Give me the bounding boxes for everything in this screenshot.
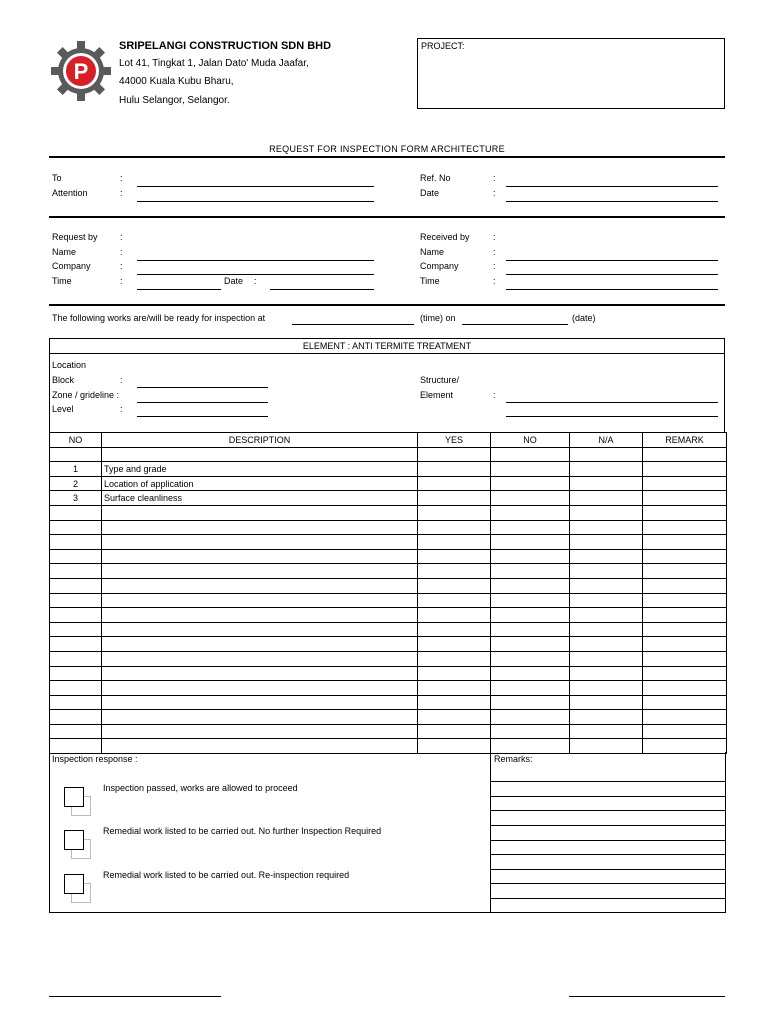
- signature-line-left[interactable]: [49, 996, 221, 997]
- cell-na[interactable]: [570, 724, 643, 739]
- date-field[interactable]: [506, 201, 718, 202]
- time-on-label: (time) on: [420, 313, 456, 323]
- colon: :: [493, 188, 496, 198]
- request-time-field[interactable]: [137, 289, 221, 290]
- received-company-field[interactable]: [506, 274, 718, 275]
- cell-yes[interactable]: [418, 564, 491, 579]
- ref-no-field[interactable]: [506, 186, 718, 187]
- cell-remark[interactable]: [643, 447, 727, 462]
- cell-no-answer[interactable]: [491, 608, 570, 623]
- cell-no-answer[interactable]: [491, 695, 570, 710]
- cell-na[interactable]: [570, 637, 643, 652]
- cell-description: [102, 622, 418, 637]
- received-by-label: Received by: [420, 232, 470, 242]
- name-label: Name: [52, 247, 77, 257]
- cell-description: [102, 637, 418, 652]
- header-no-answer: NO: [491, 433, 570, 448]
- cell-description: [102, 535, 418, 550]
- cell-na[interactable]: [570, 505, 643, 520]
- cell-remark[interactable]: [643, 724, 727, 739]
- option-inspection-passed: Inspection passed, works are allowed to proceed: [103, 783, 298, 793]
- cell-description: Location of application: [102, 476, 418, 491]
- cell-description: [102, 695, 418, 710]
- option-remedial-reinspection: Remedial work listed to be carried out. Re-inspection required: [103, 870, 350, 880]
- project-label: PROJECT:: [421, 41, 465, 51]
- request-date-label: Date: [224, 276, 244, 286]
- cell-no-answer[interactable]: [491, 476, 570, 491]
- cell-remark[interactable]: [643, 681, 727, 696]
- remarks-line[interactable]: [490, 869, 726, 870]
- zone-field[interactable]: [137, 402, 268, 403]
- cell-no-answer[interactable]: [491, 593, 570, 608]
- cell-no-answer[interactable]: [491, 462, 570, 477]
- cell-description: [102, 710, 418, 725]
- cell-na[interactable]: [570, 476, 643, 491]
- remarks-line[interactable]: [490, 898, 726, 899]
- cell-no: [50, 520, 102, 535]
- cell-yes[interactable]: [418, 491, 491, 506]
- divider: [49, 353, 725, 354]
- to-label: To: [52, 173, 62, 183]
- cell-description: [102, 681, 418, 696]
- header-yes: YES: [418, 433, 491, 448]
- block-label: Block: [52, 375, 75, 385]
- colon: :: [120, 276, 123, 286]
- received-company-label: Company: [420, 261, 459, 271]
- header-no: NO: [50, 433, 102, 448]
- received-name-field[interactable]: [506, 260, 718, 261]
- gear-logo-icon: [50, 40, 112, 102]
- cell-description: [102, 549, 418, 564]
- cell-remark[interactable]: [643, 578, 727, 593]
- ready-text: The following works are/will be ready for inspection at: [52, 313, 266, 323]
- cell-yes[interactable]: [418, 505, 491, 520]
- header-remark: REMARK: [643, 433, 727, 448]
- cell-na[interactable]: [570, 564, 643, 579]
- table-row: [50, 622, 727, 637]
- form-title: REQUEST FOR INSPECTION FORM ARCHITECTURE: [269, 144, 505, 154]
- cell-yes[interactable]: [418, 651, 491, 666]
- remarks-line[interactable]: [490, 854, 726, 855]
- cell-no-answer[interactable]: [491, 724, 570, 739]
- colon: :: [493, 173, 496, 183]
- cell-no: [50, 447, 102, 462]
- table-row: [50, 491, 727, 506]
- cell-na[interactable]: [570, 578, 643, 593]
- project-box[interactable]: [417, 38, 725, 109]
- cell-remark[interactable]: [643, 520, 727, 535]
- cell-no: [50, 549, 102, 564]
- cell-remark[interactable]: [643, 564, 727, 579]
- company-address-line1: Lot 41, Tingkat 1, Jalan Dato' Muda Jaafar,: [119, 58, 309, 69]
- cell-no-answer[interactable]: [491, 549, 570, 564]
- location-label: Location: [52, 360, 87, 370]
- cell-no-answer[interactable]: [491, 564, 570, 579]
- cell-na[interactable]: [570, 695, 643, 710]
- cell-remark[interactable]: [643, 608, 727, 623]
- table-row: [50, 476, 727, 491]
- cell-remark[interactable]: [643, 666, 727, 681]
- cell-remark[interactable]: [643, 710, 727, 725]
- cell-yes[interactable]: [418, 695, 491, 710]
- cell-remark[interactable]: [643, 637, 727, 652]
- cell-na[interactable]: [570, 535, 643, 550]
- cell-no: 1: [50, 462, 102, 477]
- colon: :: [120, 173, 123, 183]
- cell-no-answer[interactable]: [491, 535, 570, 550]
- header-na: N/A: [570, 433, 643, 448]
- cell-na[interactable]: [570, 622, 643, 637]
- structure-field[interactable]: [506, 402, 718, 403]
- cell-description: [102, 593, 418, 608]
- ready-date-field[interactable]: [462, 324, 568, 325]
- table-row: [50, 651, 727, 666]
- cell-na[interactable]: [570, 608, 643, 623]
- inspection-response-title: Inspection response :: [52, 754, 138, 764]
- cell-na[interactable]: [570, 666, 643, 681]
- cell-remark[interactable]: [643, 505, 727, 520]
- company-name: SRIPELANGI CONSTRUCTION SDN BHD: [119, 40, 332, 52]
- table-row: [50, 462, 727, 477]
- date-label: Date: [420, 188, 440, 198]
- colon: :: [493, 390, 496, 400]
- checkbox-remedial-no-reinspection[interactable]: [64, 830, 84, 850]
- received-time-field[interactable]: [506, 289, 718, 290]
- cell-no-answer[interactable]: [491, 491, 570, 506]
- cell-no-answer[interactable]: [491, 578, 570, 593]
- level-label: Level: [52, 404, 74, 414]
- cell-remark[interactable]: [643, 535, 727, 550]
- attention-label: Attention: [52, 188, 88, 198]
- remarks-line[interactable]: [490, 796, 726, 797]
- cell-description: [102, 724, 418, 739]
- cell-na[interactable]: [570, 710, 643, 725]
- cell-yes[interactable]: [418, 462, 491, 477]
- cell-yes[interactable]: [418, 520, 491, 535]
- table-row: [50, 666, 727, 681]
- cell-no: 3: [50, 491, 102, 506]
- cell-remark[interactable]: [643, 593, 727, 608]
- request-name-field[interactable]: [137, 260, 374, 261]
- remarks-line[interactable]: [490, 810, 726, 811]
- cell-remark[interactable]: [643, 651, 727, 666]
- cell-no-answer[interactable]: [491, 505, 570, 520]
- cell-no-answer[interactable]: [491, 710, 570, 725]
- table-row: [50, 681, 727, 696]
- header-description: DESCRIPTION: [102, 433, 418, 448]
- colon: :: [120, 188, 123, 198]
- cell-no: 2: [50, 476, 102, 491]
- cell-no: [50, 651, 102, 666]
- request-date-field[interactable]: [270, 289, 374, 290]
- cell-no: [50, 681, 102, 696]
- cell-no-answer[interactable]: [491, 637, 570, 652]
- cell-no: [50, 724, 102, 739]
- cell-description: Type and grade: [102, 462, 418, 477]
- colon: :: [120, 232, 123, 242]
- received-name-label: Name: [420, 247, 445, 257]
- colon: :: [493, 261, 496, 271]
- cell-remark[interactable]: [643, 491, 727, 506]
- divider: [490, 752, 491, 913]
- received-time-label: Time: [420, 276, 440, 286]
- cell-no: [50, 564, 102, 579]
- checkbox-inspection-passed[interactable]: [64, 787, 84, 807]
- cell-description: [102, 608, 418, 623]
- cell-description: [102, 578, 418, 593]
- cell-no-answer[interactable]: [491, 666, 570, 681]
- cell-description: [102, 666, 418, 681]
- cell-no: [50, 695, 102, 710]
- colon: :: [120, 375, 123, 385]
- cell-yes[interactable]: [418, 666, 491, 681]
- cell-no: [50, 666, 102, 681]
- cell-description: Surface cleanliness: [102, 491, 418, 506]
- cell-yes[interactable]: [418, 681, 491, 696]
- table-row: [50, 564, 727, 579]
- cell-yes[interactable]: [418, 535, 491, 550]
- table-row: [50, 637, 727, 652]
- cell-description: [102, 651, 418, 666]
- remarks-line[interactable]: [490, 883, 726, 884]
- cell-yes[interactable]: [418, 476, 491, 491]
- logo-letter: P: [73, 59, 89, 84]
- colon: :: [493, 232, 496, 242]
- element-field[interactable]: [506, 416, 718, 417]
- cell-no: [50, 578, 102, 593]
- cell-yes[interactable]: [418, 549, 491, 564]
- cell-yes[interactable]: [418, 724, 491, 739]
- table-row: [50, 549, 727, 564]
- cell-na[interactable]: [570, 681, 643, 696]
- remarks-label: Remarks:: [494, 754, 533, 764]
- table-row: [50, 695, 727, 710]
- divider: [49, 216, 725, 218]
- request-company-field[interactable]: [137, 274, 374, 275]
- cell-yes[interactable]: [418, 593, 491, 608]
- cell-no: [50, 535, 102, 550]
- remarks-line[interactable]: [490, 840, 726, 841]
- cell-no-answer[interactable]: [491, 622, 570, 637]
- cell-na[interactable]: [570, 549, 643, 564]
- cell-yes[interactable]: [418, 608, 491, 623]
- table-header-row: [50, 433, 727, 448]
- cell-no: [50, 593, 102, 608]
- table-row: [50, 593, 727, 608]
- to-field[interactable]: [137, 186, 374, 187]
- cell-no: [50, 710, 102, 725]
- cell-description: [102, 447, 418, 462]
- ready-time-field[interactable]: [292, 324, 414, 325]
- cell-yes[interactable]: [418, 637, 491, 652]
- cell-yes[interactable]: [418, 447, 491, 462]
- divider: [49, 304, 725, 306]
- structure-label: Structure/: [420, 375, 460, 385]
- element-title: ELEMENT : ANTI TERMITE TREATMENT: [302, 341, 472, 351]
- time-label: Time: [52, 276, 72, 286]
- block-field[interactable]: [137, 387, 268, 388]
- colon: :: [120, 404, 123, 414]
- cell-na[interactable]: [570, 651, 643, 666]
- element-label: Element: [420, 390, 454, 400]
- cell-no-answer[interactable]: [491, 681, 570, 696]
- attention-field[interactable]: [137, 201, 374, 202]
- colon: :: [493, 276, 496, 286]
- cell-yes[interactable]: [418, 578, 491, 593]
- cell-remark[interactable]: [643, 462, 727, 477]
- date-suffix-label: (date): [572, 313, 596, 323]
- zone-label: Zone / grideline :: [52, 390, 120, 400]
- cell-na[interactable]: [570, 447, 643, 462]
- cell-no: [50, 637, 102, 652]
- cell-no-answer[interactable]: [491, 447, 570, 462]
- table-row: [50, 447, 727, 462]
- colon: :: [120, 247, 123, 257]
- level-field[interactable]: [137, 416, 268, 417]
- divider: [49, 156, 725, 158]
- cell-description: [102, 564, 418, 579]
- table-row: [50, 520, 727, 535]
- table-row: [50, 578, 727, 593]
- cell-description: [102, 520, 418, 535]
- table-row: [50, 608, 727, 623]
- cell-no-answer[interactable]: [491, 520, 570, 535]
- cell-yes[interactable]: [418, 710, 491, 725]
- cell-na[interactable]: [570, 520, 643, 535]
- remarks-line[interactable]: [490, 825, 726, 826]
- remarks-line[interactable]: [490, 781, 726, 782]
- cell-remark[interactable]: [643, 549, 727, 564]
- ref-no-label: Ref. No: [420, 173, 451, 183]
- cell-no: [50, 608, 102, 623]
- table-row: [50, 724, 727, 739]
- company-label: Company: [52, 261, 91, 271]
- table-row: [50, 505, 727, 520]
- colon: :: [120, 261, 123, 271]
- cell-na[interactable]: [570, 593, 643, 608]
- cell-na[interactable]: [570, 491, 643, 506]
- checklist-table: [49, 432, 727, 754]
- colon: :: [254, 276, 257, 286]
- request-by-label: Request by: [52, 232, 98, 242]
- cell-na[interactable]: [570, 462, 643, 477]
- cell-remark[interactable]: [643, 695, 727, 710]
- cell-no-answer[interactable]: [491, 651, 570, 666]
- signature-line-right[interactable]: [569, 996, 725, 997]
- company-address-line3: Hulu Selangor, Selangor.: [119, 95, 230, 106]
- option-remedial-no-reinspection: Remedial work listed to be carried out. No further Inspection Required: [103, 826, 382, 836]
- table-row: [50, 710, 727, 725]
- cell-no: [50, 622, 102, 637]
- table-row: [50, 535, 727, 550]
- cell-description: [102, 505, 418, 520]
- company-address-line2: 44000 Kuala Kubu Bharu,: [119, 76, 234, 87]
- company-logo: [50, 40, 112, 102]
- cell-yes[interactable]: [418, 622, 491, 637]
- cell-no: [50, 505, 102, 520]
- cell-remark[interactable]: [643, 476, 727, 491]
- colon: :: [493, 247, 496, 257]
- cell-remark[interactable]: [643, 622, 727, 637]
- checkbox-remedial-reinspection[interactable]: [64, 874, 84, 894]
